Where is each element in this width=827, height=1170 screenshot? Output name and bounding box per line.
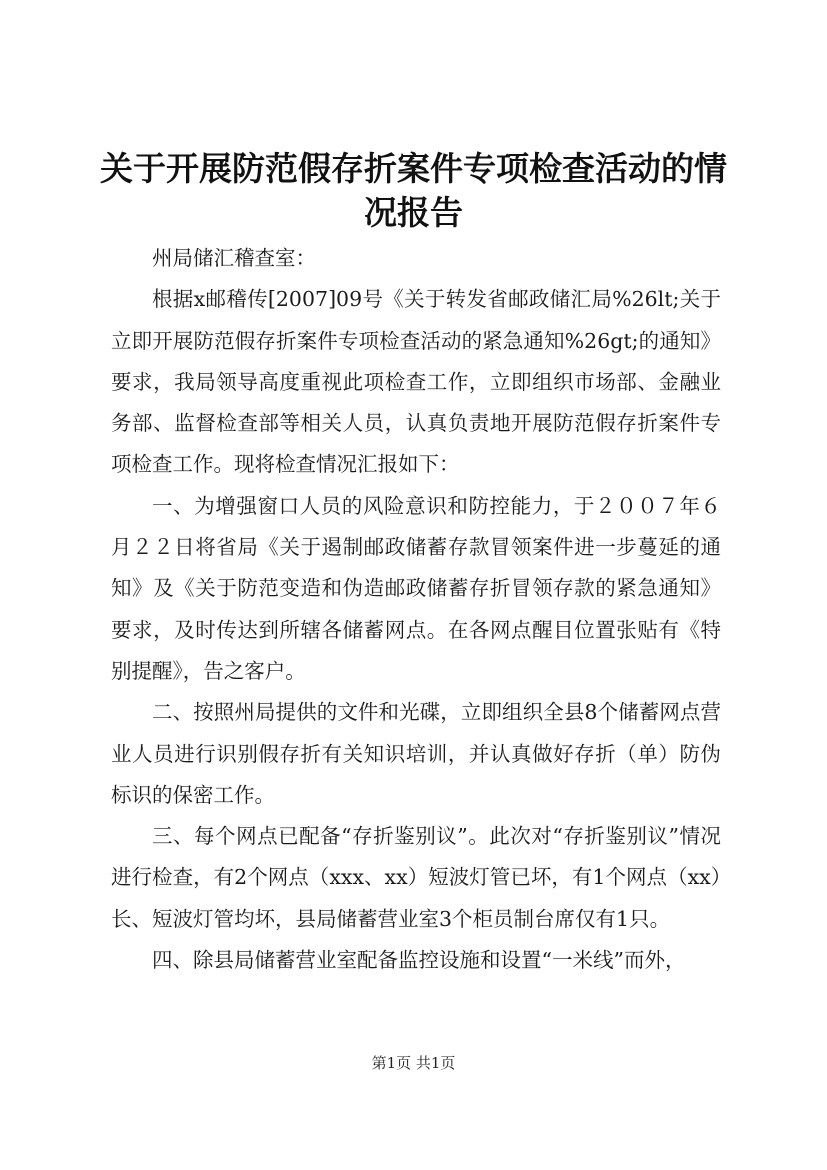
paragraph-item-4: 四、除县局储蓄营业室配备监控设施和设置“一米线”而外， (152, 948, 686, 973)
paragraph-item-2: 二、按照州局提供的文件和光碟，立即组织全县8个储蓄网点营业人员进行识别假存折有关知识培训，并认真做好存折（单）防伪标识的保密工作。 (111, 700, 721, 807)
document-title: 关于开展防范假存折案件专项检查活动的情况报告 (100, 149, 727, 232)
document-body (111, 238, 721, 981)
salutation: 州局储汇稽查室： (152, 246, 316, 270)
page-footer: 第1页 共1页 (371, 1054, 456, 1072)
paragraph-intro: 根据x邮稽传[2007]09号《关于转发省邮政储汇局%26lt;关于立即开展防范假存折案件专项检查活动的紧急通知%26gt;的通知》要求，我局领导高度重视此项检查工作，立即组织市场部、金融业务部、监督检查部等相关人员，认真负责地开展防范假存折案件专项检查工作。现将检查情况汇报如下： (111, 287, 721, 477)
paragraph-item-3: 三、每个网点已配备“存折鉴别议”。此次对“存折鉴别议”情况进行检查，有2个网点（xxx、xx）短波灯管已坏，有1个网点（xx）长、短波灯管均坏，县局储蓄营业室3个柜员制台席仅有1只。 (111, 824, 721, 931)
paragraph-item-1: 一、为增强窗口人员的风险意识和防控能力，于２００７年６月２２日将省局《关于遏制邮政储蓄存款冒领案件进一步蔓延的通知》及《关于防范变造和伪造邮政储蓄存折冒领存款的紧急通知》要求，及时传达到所辖各储蓄网点。在各网点醒目位置张贴有《特别提醒》，告之客户。 (111, 493, 721, 683)
